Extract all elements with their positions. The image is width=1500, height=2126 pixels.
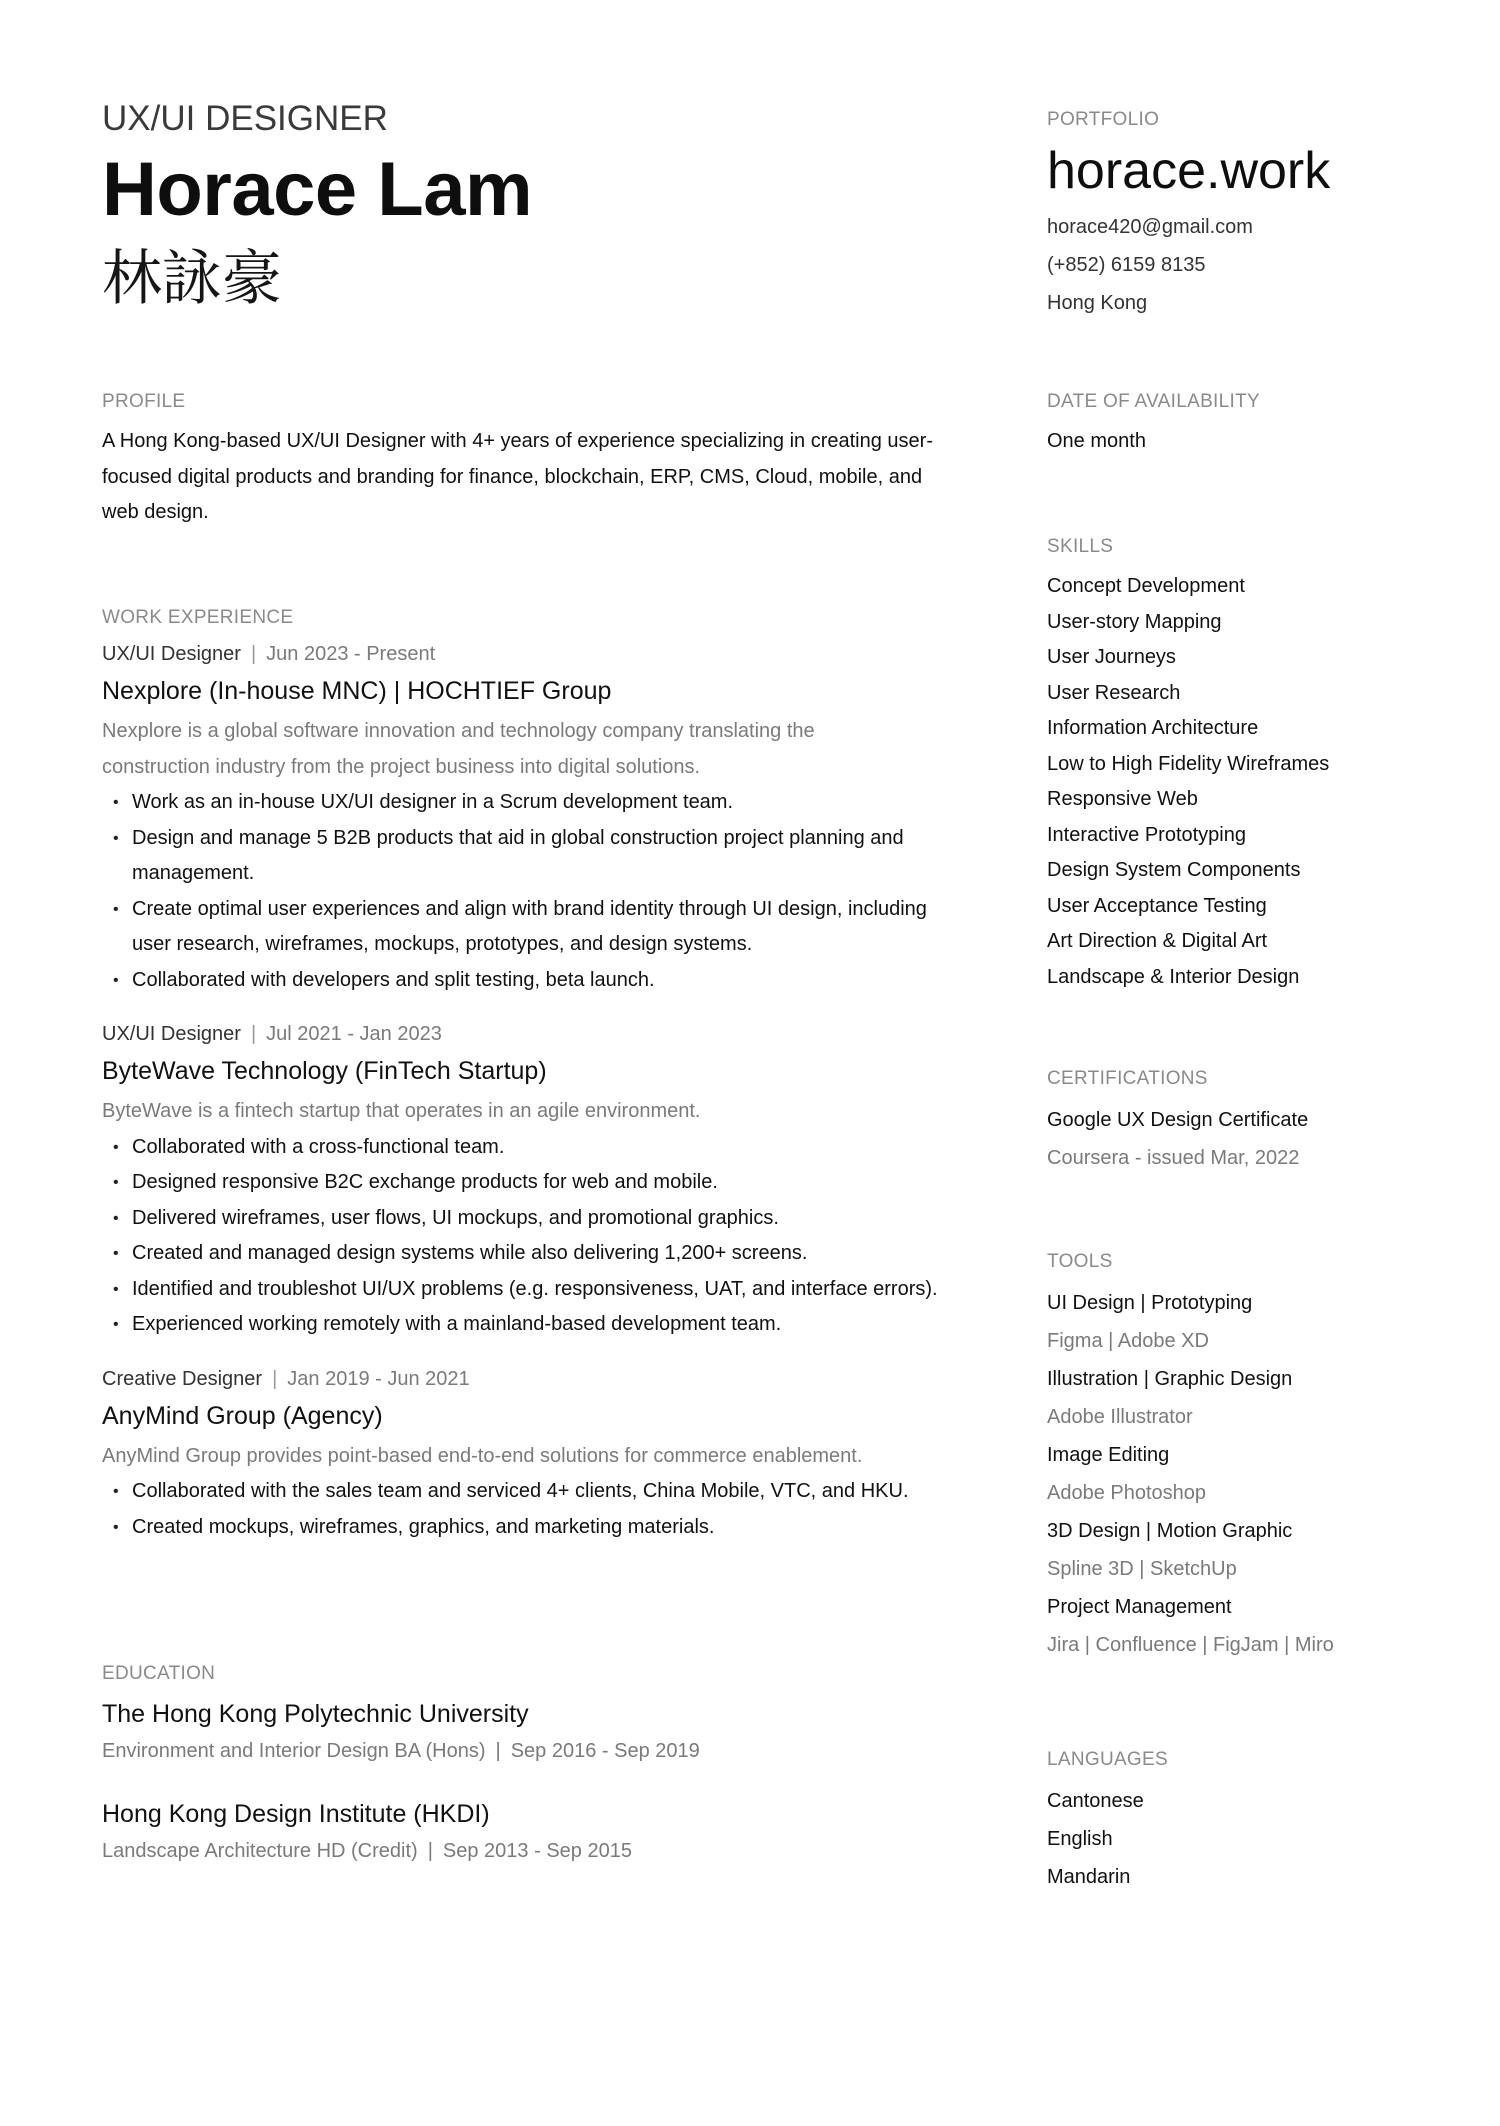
bullet-text: Create optimal user experiences and align with brand identity through UI design, including — [132, 897, 927, 920]
certificate-issuer: Coursera - issued Mar, 2022 — [1047, 1147, 1300, 1169]
school-detail — [102, 1836, 962, 1866]
email-link[interactable]: horace420@gmail.com — [1047, 216, 1253, 238]
job-company: AnyMind Group (Agency) — [102, 1401, 383, 1430]
skill-item: Interactive Prototyping — [1047, 823, 1246, 846]
list-item — [102, 1307, 982, 1343]
bullet-text: Collaborated with developers and split testing, beta launch. — [132, 968, 655, 991]
skill-item: Responsive Web — [1047, 788, 1198, 810]
profile-heading: PROFILE — [102, 391, 186, 412]
language-item: Mandarin — [1047, 1866, 1131, 1888]
skill-item: User-story Mapping — [1047, 610, 1222, 633]
job-description-line: construction industry from the project business into digital solutions. — [102, 755, 701, 778]
skills-section — [1047, 535, 1467, 995]
language-item: English — [1047, 1828, 1113, 1850]
skill-item: Design System Components — [1047, 859, 1301, 881]
tool-category: UI Design | Prototyping — [1047, 1292, 1253, 1314]
skill-item: User Journeys — [1047, 646, 1176, 668]
list-item — [102, 892, 982, 963]
education-entry — [102, 1696, 962, 1766]
skill-item: Concept Development — [1047, 575, 1245, 597]
bullet-text: Identified and troubleshot UI/UX problems (e.g. responsiveness, UAT, and interface errors). — [132, 1277, 938, 1300]
list-item — [102, 1165, 982, 1201]
list-item — [102, 1510, 982, 1546]
work-experience-section — [102, 606, 982, 1545]
skill-item: User Research — [1047, 681, 1181, 704]
separator: | — [272, 1367, 278, 1390]
job-role: Creative Designer — [102, 1367, 263, 1390]
school-name: The Hong Kong Polytechnic University — [102, 1700, 529, 1728]
job-meta — [102, 640, 982, 668]
portfolio-heading: PORTFOLIO — [1047, 109, 1160, 130]
languages-section — [1047, 1748, 1467, 1896]
skill-item: Landscape & Interior Design — [1047, 965, 1300, 988]
list-item — [102, 821, 982, 892]
tools-heading: TOOLS — [1047, 1251, 1113, 1272]
job-role: UX/UI Designer — [102, 1023, 241, 1045]
school-dates: Sep 2013 - Sep 2015 — [442, 1840, 632, 1862]
tool-category: Image Editing — [1047, 1444, 1170, 1466]
profile-line: focused digital products and branding for finance, blockchain, ERP, CMS, Cloud, mobile, and — [102, 465, 923, 488]
portfolio-link[interactable]: horace.work — [1047, 142, 1331, 200]
bullet-text: Collaborated with the sales team and serviced 4+ clients, China Mobile, VTC, and HKU. — [132, 1480, 909, 1502]
job-dates: Jan 2019 - Jun 2021 — [287, 1367, 470, 1390]
availability-heading: DATE OF AVAILABILITY — [1047, 391, 1260, 412]
job-bullets — [102, 785, 982, 998]
separator: | — [495, 1740, 501, 1762]
list-item — [102, 785, 982, 821]
languages-heading: LANGUAGES — [1047, 1749, 1168, 1770]
list-item — [102, 1236, 982, 1272]
job-company: Nexplore (In-house MNC) | HOCHTIEF Group — [102, 677, 612, 705]
education-entry — [102, 1796, 962, 1866]
language-item: Cantonese — [1047, 1790, 1144, 1812]
bullet-text: Delivered wireframes, user flows, UI mockups, and promotional graphics. — [132, 1206, 779, 1229]
separator: | — [250, 1023, 257, 1045]
school-dates: Sep 2016 - Sep 2019 — [510, 1740, 700, 1762]
location: Hong Kong — [1047, 292, 1148, 314]
list-item — [102, 963, 982, 999]
candidate-name: Horace Lam — [102, 147, 533, 232]
tool-category: Project Management — [1047, 1596, 1232, 1618]
skill-item: Art Direction & Digital Art — [1047, 930, 1268, 952]
job-description-line: AnyMind Group provides point-based end-to-end solutions for commerce enablement. — [102, 1444, 863, 1467]
list-item — [102, 1130, 982, 1166]
school-program: Landscape Architecture HD (Credit) — [102, 1840, 418, 1862]
separator: | — [250, 643, 257, 665]
job-dates: Jun 2023 - Present — [266, 643, 436, 665]
candidate-name-chinese: 林詠豪 — [102, 244, 282, 314]
main-column — [102, 98, 962, 1862]
tool-names: Spline 3D | SketchUp — [1047, 1558, 1237, 1580]
availability-section — [1047, 390, 1467, 460]
skills-heading: SKILLS — [1047, 536, 1114, 557]
job-bullets — [102, 1474, 982, 1545]
contact-section — [1047, 108, 1467, 322]
list-item — [102, 1272, 982, 1308]
sidebar-column — [1047, 108, 1467, 1888]
bullet-text: Work as an in-house UX/UI designer in a Scrum development team. — [132, 791, 734, 813]
tool-names: Figma | Adobe XD — [1047, 1330, 1209, 1352]
school-name: Hong Kong Design Institute (HKDI) — [102, 1800, 490, 1828]
bullet-text: Design and manage 5 B2B products that aid in global construction project planning and — [132, 826, 904, 849]
bullet-text: Created and managed design systems while also delivering 1,200+ screens. — [132, 1242, 808, 1264]
education-heading: EDUCATION — [102, 1663, 216, 1684]
tool-names: Adobe Photoshop — [1047, 1482, 1207, 1504]
profile-section — [102, 390, 962, 531]
school-program: Environment and Interior Design BA (Hons) — [102, 1740, 486, 1762]
skill-item: User Acceptance Testing — [1047, 894, 1267, 917]
job-headline: UX/UI DESIGNER — [102, 99, 388, 138]
job-description-line: ByteWave is a fintech startup that operates in an agile environment. — [102, 1100, 701, 1122]
phone-number: (+852) 6159 8135 — [1047, 254, 1206, 276]
list-item — [102, 1474, 982, 1510]
job-company: ByteWave Technology (FinTech Startup) — [102, 1057, 547, 1085]
bullet-text: Collaborated with a cross-functional team. — [132, 1135, 505, 1158]
separator: | — [427, 1840, 433, 1862]
tool-category: 3D Design | Motion Graphic — [1047, 1520, 1293, 1542]
certifications-section — [1047, 1067, 1467, 1177]
school-detail — [102, 1736, 962, 1766]
bullet-text: Created mockups, wireframes, graphics, and marketing materials. — [132, 1515, 715, 1538]
job-role: UX/UI Designer — [102, 643, 241, 665]
profile-line: A Hong Kong-based UX/UI Designer with 4+ years of experience specializing in creating user- — [102, 430, 933, 452]
job-meta — [102, 1365, 982, 1393]
job-entry — [102, 640, 982, 998]
job-description-line: Nexplore is a global software innovation and technology company translating the — [102, 720, 815, 742]
job-meta — [102, 1020, 982, 1048]
profile-line: web design. — [102, 501, 209, 523]
tool-names: Adobe Illustrator — [1047, 1406, 1193, 1428]
skill-item: Information Architecture — [1047, 717, 1259, 739]
bullet-text: Experienced working remotely with a mainland-based development team. — [132, 1313, 782, 1335]
job-entry — [102, 1020, 982, 1343]
tool-category: Illustration | Graphic Design — [1047, 1368, 1293, 1390]
bullet-text: Designed responsive B2C exchange products for web and mobile. — [132, 1171, 718, 1193]
work-experience-heading: WORK EXPERIENCE — [102, 607, 294, 628]
certifications-heading: CERTIFICATIONS — [1047, 1068, 1208, 1089]
certificate-name: Google UX Design Certificate — [1047, 1109, 1309, 1131]
bullet-text: user research, wireframes, mockups, prototypes, and design systems. — [132, 933, 753, 955]
job-bullets — [102, 1130, 982, 1343]
job-entry — [102, 1365, 982, 1546]
availability-value: One month — [1047, 430, 1146, 452]
job-dates: Jul 2021 - Jan 2023 — [266, 1023, 442, 1045]
list-item — [102, 1201, 982, 1237]
tools-section — [1047, 1250, 1467, 1664]
bullet-text: management. — [132, 862, 255, 884]
education-section — [102, 1662, 962, 1866]
skill-item: Low to High Fidelity Wireframes — [1047, 752, 1330, 775]
tool-names: Jira | Confluence | FigJam | Miro — [1047, 1634, 1334, 1656]
